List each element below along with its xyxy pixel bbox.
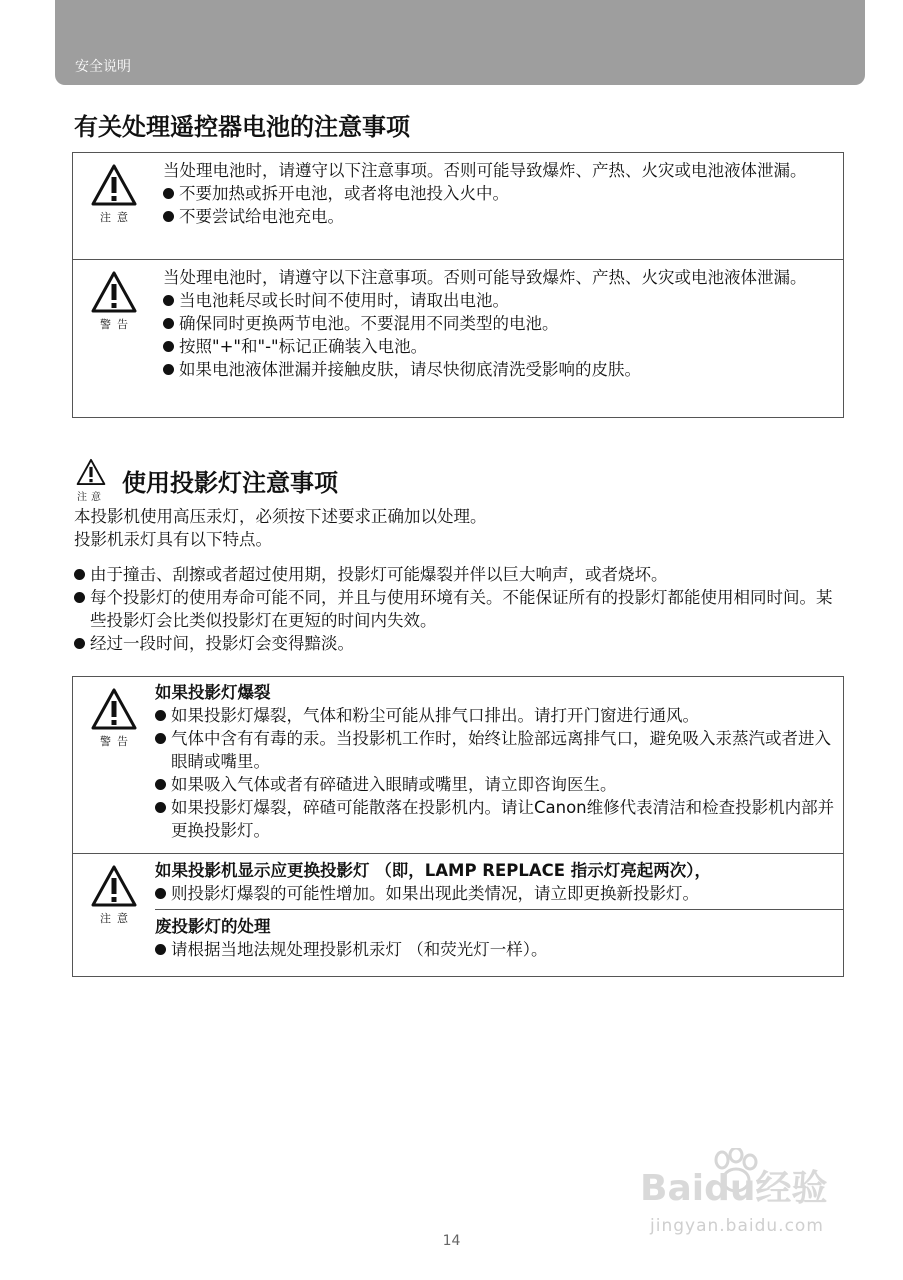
baidu-watermark xyxy=(640,1150,845,1245)
lamp-disposal-list xyxy=(155,938,843,961)
list-item: 如果投影灯爆裂，碎碴可能散落在投影机内。请让Canon维修代表清洁和检查投影机内部并更换投影灯。 xyxy=(155,796,837,842)
warning-triangle-icon xyxy=(76,458,106,486)
list-item: 如果投影灯爆裂，气体和粉尘可能从排气口排出。请打开门窗进行通风。 xyxy=(155,704,837,727)
warning-triangle-icon xyxy=(91,163,137,207)
list-item: 确保同时更换两节电池。不要混用不同类型的电池。 xyxy=(163,312,837,335)
caution-label: 注意 xyxy=(77,492,105,503)
battery-warning-intro: 当处理电池时，请遵守以下注意事项。否则可能导致爆炸、产热、火灾或电池液体泄漏。 xyxy=(163,268,807,287)
lamp-warning-row xyxy=(73,677,843,854)
list-item: 请根据当地法规处理投影机汞灯 （和荧光灯一样）。 xyxy=(155,938,843,961)
list-item: 当电池耗尽或长时间不使用时，请取出电池。 xyxy=(163,289,837,312)
battery-warning-row xyxy=(73,260,843,417)
lamp-caution-text xyxy=(155,854,843,965)
lamp-burst-title: 如果投影灯爆裂 xyxy=(155,683,271,702)
lamp-warning-text xyxy=(155,677,843,848)
lamp-disposal-block xyxy=(155,910,843,965)
list-item: 如果吸入气体或者有碎碴进入眼睛或嘴里，请立即咨询医生。 xyxy=(155,773,837,796)
warning-triangle-icon xyxy=(91,270,137,314)
list-item: 经过一段时间，投影灯会变得黯淡。 xyxy=(74,632,834,655)
list-item: 不要加热或拆开电池，或者将电池投入火中。 xyxy=(163,182,837,205)
lamp-burst-list xyxy=(155,704,837,842)
section-title-battery: 有关处理遥控器电池的注意事项 xyxy=(74,113,410,141)
battery-caution-text xyxy=(163,153,843,234)
list-item: 如果电池液体泄漏并接触皮肤，请尽快彻底清洗受影响的皮肤。 xyxy=(163,358,837,381)
caution-icon-wrap xyxy=(73,864,155,926)
warning-icon-wrap xyxy=(73,687,155,749)
header-label: 安全说明 xyxy=(75,59,131,75)
caution-label: 注意 xyxy=(100,912,134,925)
battery-caution-list xyxy=(163,182,837,228)
list-item: 气体中含有有毒的汞。当投影机工作时，始终让脸部远离排气口，避免吸入汞蒸汽或者进入眼睛或嘴里。 xyxy=(155,727,837,773)
battery-warning-list xyxy=(163,289,837,381)
lamp-intro-line: 投影机汞灯具有以下特点。 xyxy=(74,530,272,549)
list-item: 则投影灯爆裂的可能性增加。如果出现此类情况，请立即更换新投影灯。 xyxy=(155,882,843,905)
warning-label: 警告 xyxy=(100,735,134,748)
warning-triangle-icon xyxy=(91,864,137,908)
header-bar xyxy=(55,0,865,85)
section-title-lamp: 使用投影灯注意事项 xyxy=(122,469,338,497)
warning-triangle-icon xyxy=(91,687,137,731)
warning-label: 警告 xyxy=(100,318,134,331)
warning-icon-wrap xyxy=(73,270,155,332)
battery-caution-intro: 当处理电池时，请遵守以下注意事项。否则可能导致爆炸、产热、火灾或电池液体泄漏。 xyxy=(163,161,807,180)
battery-warning-text xyxy=(163,260,843,387)
watermark-logo-text: Baidu经验 xyxy=(640,1168,828,1209)
page-number: 14 xyxy=(442,1233,461,1249)
lamp-replace-block xyxy=(155,854,843,910)
lamp-precautions-box xyxy=(72,676,844,977)
list-item: 由于撞击、刮擦或者超过使用期，投影灯可能爆裂并伴以巨大响声，或者烧坏。 xyxy=(74,563,834,586)
lamp-replace-list xyxy=(155,882,843,905)
lamp-intro-line: 本投影机使用高压汞灯，必须按下述要求正确加以处理。 xyxy=(74,507,487,526)
lamp-feature-list xyxy=(74,563,834,655)
lamp-disposal-title: 废投影灯的处理 xyxy=(155,917,271,936)
list-item: 按照"+"和"-"标记正确装入电池。 xyxy=(163,335,837,358)
watermark-url: jingyan.baidu.com xyxy=(650,1216,824,1236)
caution-icon-small-wrap xyxy=(74,458,108,503)
lamp-intro xyxy=(74,505,487,551)
battery-precautions-box xyxy=(72,152,844,418)
list-item: 不要尝试给电池充电。 xyxy=(163,205,837,228)
lamp-caution-row xyxy=(73,854,843,976)
caution-label: 注意 xyxy=(100,211,134,224)
lamp-features xyxy=(74,563,834,655)
caution-icon-wrap xyxy=(73,163,155,225)
battery-caution-row xyxy=(73,153,843,260)
list-item: 每个投影灯的使用寿命可能不同，并且与使用环境有关。不能保证所有的投影灯都能使用相同时间。某些投影灯会比类似投影灯在更短的时间内失效。 xyxy=(74,586,834,632)
lamp-section-heading xyxy=(74,458,674,503)
lamp-replace-title: 如果投影机显示应更换投影灯 （即，LAMP REPLACE 指示灯亮起两次）， xyxy=(155,861,712,880)
